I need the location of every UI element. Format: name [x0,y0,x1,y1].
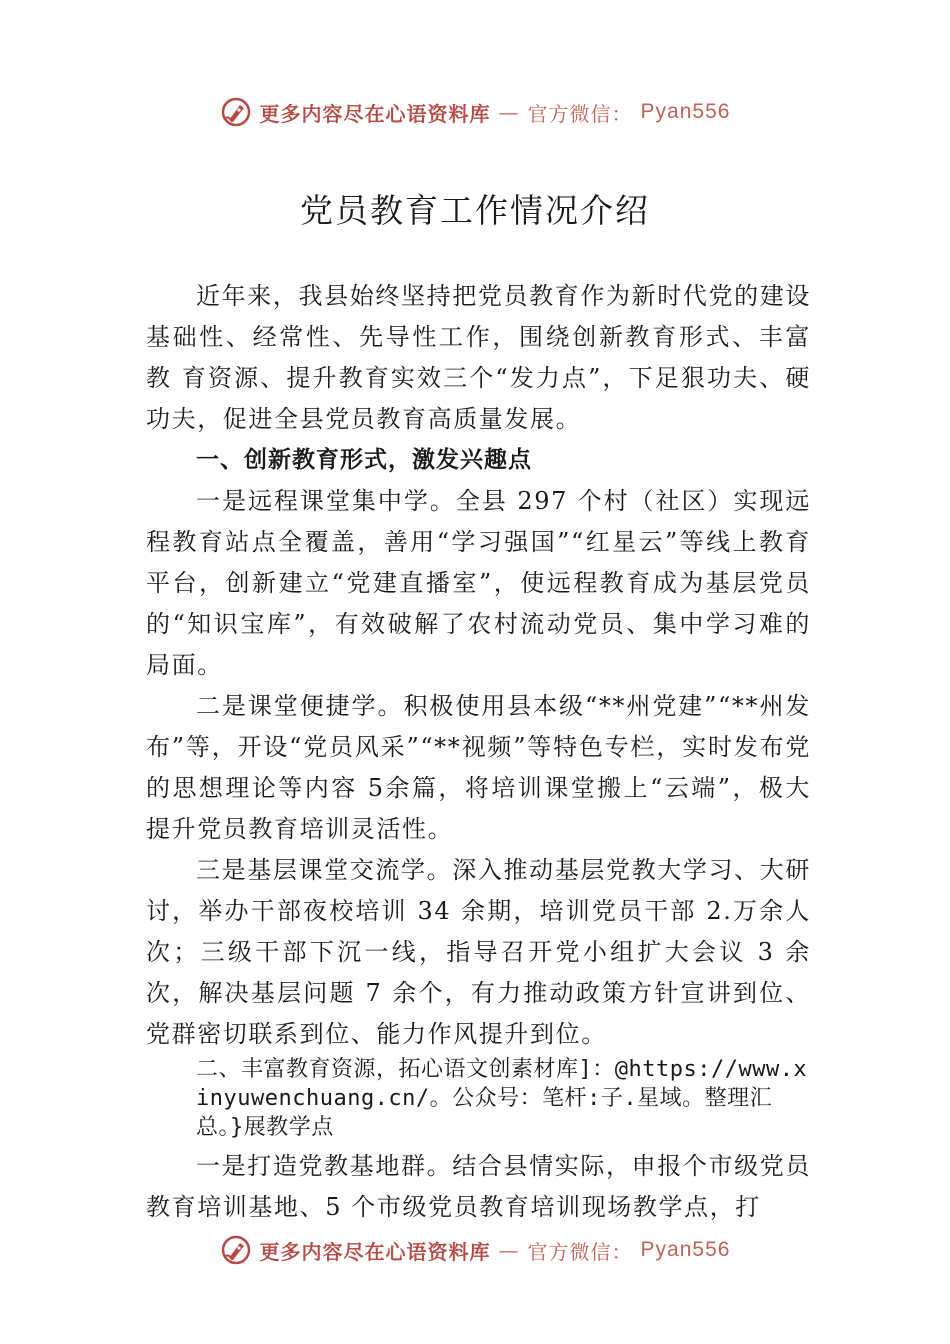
banner-wechat-label: 官方微信： [527,101,633,126]
header-banner [0,96,950,128]
section-2-paragraph-1: 一是打造党教基地群。结合县情实际，申报个市级党员教育培训基地、5 个市级党员教育培训现场教学点，打 [146,1152,811,1221]
section-1-paragraph-1: 一是远程课堂集中学。全县 297 个村（社区）实现远程教育站点全覆盖，善用“学习强国”“红星云”等线上教育平台，创新建立“党建直播室”，使远程教育成为基层党员的“知识宝库”，有效破解了农村流动党员、集中学习难的局面。 [146,487,811,679]
banner-text: 更多内容尽在心语资料库 [259,1239,491,1264]
banner-wechat-id: Pyan556 [640,100,731,123]
document-title: 党员教育工作情况介绍 [300,191,650,230]
pen-nib-logo-icon [220,1234,252,1266]
banner-wechat-id: Pyan556 [640,1238,731,1261]
banner-text: 更多内容尽在心语资料库 [259,101,491,126]
footer-banner [0,1234,950,1266]
banner-wechat-label: 官方微信： [527,1239,633,1264]
section-1-heading: 一、创新教育形式，激发兴趣点 [196,447,532,473]
section-1-paragraph-2: 二是课堂便捷学。积极使用县本级“**州党建”“**州发布”等，开设“党员风采”“**视频”等特色专栏，实时发布党的思想理论等内容 5余篇，将培训课堂搬上“云端”，极大提升党员教育培训灵活性。 [146,692,811,843]
section-1-paragraph-3: 三是基层课堂交流学。深入推动基层党教大学习、大研讨，举办干部夜校培训 34 余期，培训党员干部 2.万余人次；三级干部下沉一线，指导召开党小组扩大会议 3 余次，解决基层问题 7 余个，有力推动政策方针宣讲到位、党群密切联系到位、能力作风提升到位。 [146,856,811,1048]
banner-dash: — [498,1238,520,1262]
section-2-heading-watermark: 二、丰富教育资源，拓心语文创素材库]：@https://www.xinyuwenchuang.cn/。公众号：笔杆:子.星域。整理汇总。}展教学点 [196,1057,808,1140]
pen-nib-logo-icon [220,96,252,128]
document-body [146,276,811,1228]
intro-paragraph: 近年来，我县始终坚持把党员教育作为新时代党的建设基础性、经常性、先导性工作，围绕创新教育形式、丰富教 育资源、提升教育实效三个“发力点”，下足狠功夫、硬功夫，促进全县党员教育高质量发展。 [146,282,811,433]
banner-dash: — [498,100,520,124]
